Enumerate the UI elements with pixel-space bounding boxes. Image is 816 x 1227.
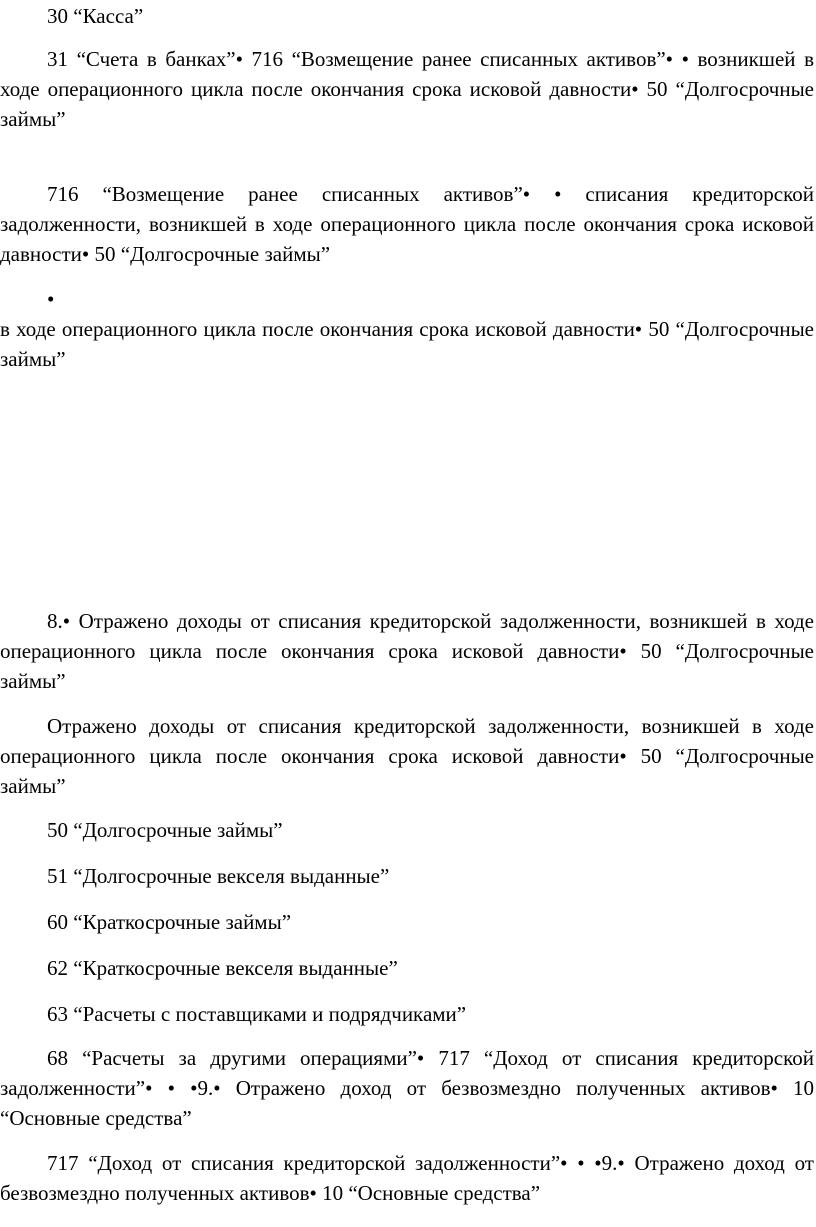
paragraph-account-68: 68 “Расчеты за другими операциями”• 717 “Доход от списания кредиторской задолженности”• • •9.• Отражено доход от безвозмездно полученных активов• 10 “Основные средства” [0, 1046, 814, 1130]
paragraph-account-51: 51 “Долгосрочные векселя выданные” [47, 864, 390, 888]
paragraph-account-60: 60 “Краткосрочные займы” [47, 910, 292, 934]
paragraph-account-63: 63 “Расчеты с поставщиками и подрядчиками” [47, 1002, 467, 1026]
paragraph-account-62: 62 “Краткосрочные векселя выданные” [47, 956, 398, 980]
bullet-marker: • [47, 287, 55, 311]
paragraph-item-8: 8.• Отражено доходы от списания кредиторской задолженности, возникшей в ходе операционного цикла после окончания срока исковой давности• 50 “Долгосрочные займы” [0, 609, 814, 693]
paragraph-scheta-v-bankah: 31 “Счета в банках”• 716 “Возмещение ранее списанных активов”• • возникшей в ходе операционного цикла после окончания срока исковой давности• 50 “Долгосрочные займы” [0, 47, 814, 131]
paragraph-vozmeshchenie-716: 716 “Возмещение ранее списанных активов”• • списания кредиторской задолженности, возникшей в ходе операционного цикла после окончания срока исковой давности• 50 “Долгосрочные займы” [0, 182, 814, 266]
paragraph-v-hode-operatsionnogo: в ходе операционного цикла после окончания срока исковой давности• 50 “Долгосрочные займы” [0, 317, 814, 371]
paragraph-kassa: 30 “Касса” [47, 4, 144, 28]
paragraph-account-50: 50 “Долгосрочные займы” [47, 818, 283, 842]
paragraph-otrazheno-dohody: Отражено доходы от списания кредиторской задолженности, возникшей в ходе операционного цикла после окончания срока исковой давности• 50 “Долгосрочные займы” [0, 714, 814, 798]
paragraph-account-717: 717 “Доход от списания кредиторской задолженности”• • •9.• Отражено доход от безвозмездно полученных активов• 10 “Основные средства” [0, 1151, 814, 1205]
